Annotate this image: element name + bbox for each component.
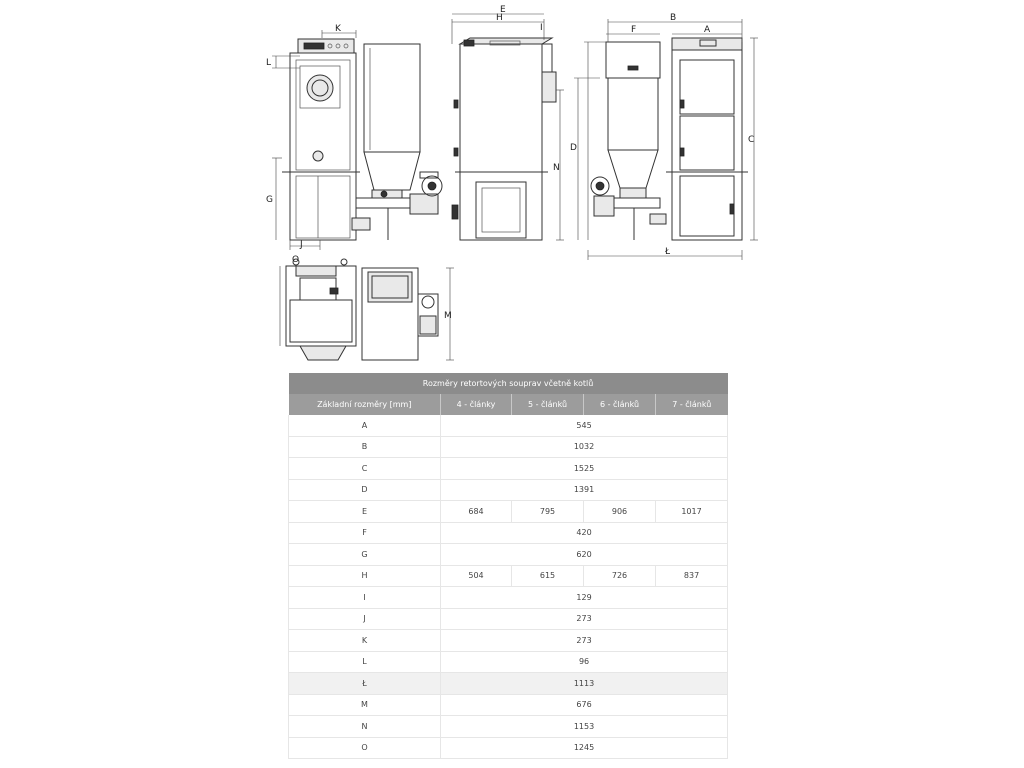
dim-label-a: A: [704, 25, 711, 35]
front-view-drawing: [570, 13, 758, 260]
dimension-label-cell: N: [289, 716, 441, 738]
table-row: [289, 436, 728, 458]
dimension-label-cell: C: [289, 458, 441, 480]
boiler-side-view-drawing: [452, 5, 564, 240]
dim-label-lstroke: Ł: [665, 247, 671, 257]
dimension-value-cell: 1017: [656, 501, 728, 523]
dim-label-g: G: [266, 195, 273, 205]
dim-label-b: B: [670, 13, 677, 23]
dim-label-l: L: [266, 58, 272, 68]
column-header: 4 - články: [441, 394, 512, 415]
dim-label-j: J: [300, 240, 303, 250]
dimension-label-cell: O: [289, 737, 441, 759]
top-view-boiler-drawing: [280, 255, 356, 360]
dimension-label-cell: Ł: [289, 673, 441, 695]
table-row: [289, 716, 728, 738]
table-row: [289, 501, 728, 523]
dim-label-i: I: [540, 23, 543, 33]
table-row: [289, 544, 728, 566]
dim-label-m: M: [444, 311, 452, 321]
table-row: [289, 651, 728, 673]
table-row: [289, 694, 728, 716]
table-row: [289, 630, 728, 652]
dimension-label-cell: G: [289, 544, 441, 566]
column-header: 7 - článků: [656, 394, 728, 415]
table-row: [289, 673, 728, 695]
dim-label-n: N: [553, 163, 560, 173]
dimension-label-cell: I: [289, 587, 441, 609]
dimension-label-cell: A: [289, 415, 441, 436]
dimension-label-cell: M: [289, 694, 441, 716]
dim-label-e: E: [500, 5, 506, 15]
table-row: [289, 737, 728, 759]
table-row: [289, 565, 728, 587]
dimension-value-cell: 1525: [441, 458, 728, 480]
dimension-value-cell: 96: [441, 651, 728, 673]
dimension-label-cell: L: [289, 651, 441, 673]
dimension-value-cell: 545: [441, 415, 728, 436]
dimension-label-cell: J: [289, 608, 441, 630]
table-row: [289, 415, 728, 436]
dimension-value-cell: 684: [441, 501, 512, 523]
table-row: [289, 458, 728, 480]
table-row: [289, 587, 728, 609]
dimension-value-cell: 726: [584, 565, 656, 587]
dimension-value-cell: 620: [441, 544, 728, 566]
dimension-value-cell: 676: [441, 694, 728, 716]
table-row: [289, 479, 728, 501]
dim-label-o: O: [292, 255, 300, 265]
dim-label-f: F: [631, 25, 637, 35]
dimension-label-cell: K: [289, 630, 441, 652]
technical-drawing: [0, 0, 1024, 370]
dimension-value-cell: 129: [441, 587, 728, 609]
table-row: [289, 522, 728, 544]
dimension-value-cell: 906: [584, 501, 656, 523]
dimension-value-cell: 1391: [441, 479, 728, 501]
dimension-value-cell: 420: [441, 522, 728, 544]
dimension-value-cell: 273: [441, 608, 728, 630]
dimension-value-cell: 1245: [441, 737, 728, 759]
table-row: [289, 608, 728, 630]
top-view-hopper-drawing: [362, 268, 454, 360]
table-title: Rozměry retortových souprav včetně kotlů: [289, 373, 728, 394]
dimension-label-cell: E: [289, 501, 441, 523]
dimension-value-cell: 837: [656, 565, 728, 587]
dimension-label-cell: B: [289, 436, 441, 458]
dimension-value-cell: 273: [441, 630, 728, 652]
dimensions-table: [288, 373, 728, 759]
dimension-label-cell: D: [289, 479, 441, 501]
dimension-value-cell: 615: [512, 565, 584, 587]
dimension-label-cell: H: [289, 565, 441, 587]
dimension-value-cell: 1032: [441, 436, 728, 458]
dimension-value-cell: 1113: [441, 673, 728, 695]
column-header: 5 - článků: [512, 394, 584, 415]
dim-label-h: H: [496, 13, 503, 23]
dimension-value-cell: 1153: [441, 716, 728, 738]
dimension-value-cell: 504: [441, 565, 512, 587]
dim-label-d: D: [570, 143, 577, 153]
dim-label-k: K: [335, 24, 341, 34]
column-header: 6 - článků: [584, 394, 656, 415]
dim-label-c: C: [748, 135, 755, 145]
dimension-value-cell: 795: [512, 501, 584, 523]
side-view-drawing: [266, 24, 442, 250]
dimension-label-cell: F: [289, 522, 441, 544]
column-header: Základní rozměry [mm]: [289, 394, 441, 415]
